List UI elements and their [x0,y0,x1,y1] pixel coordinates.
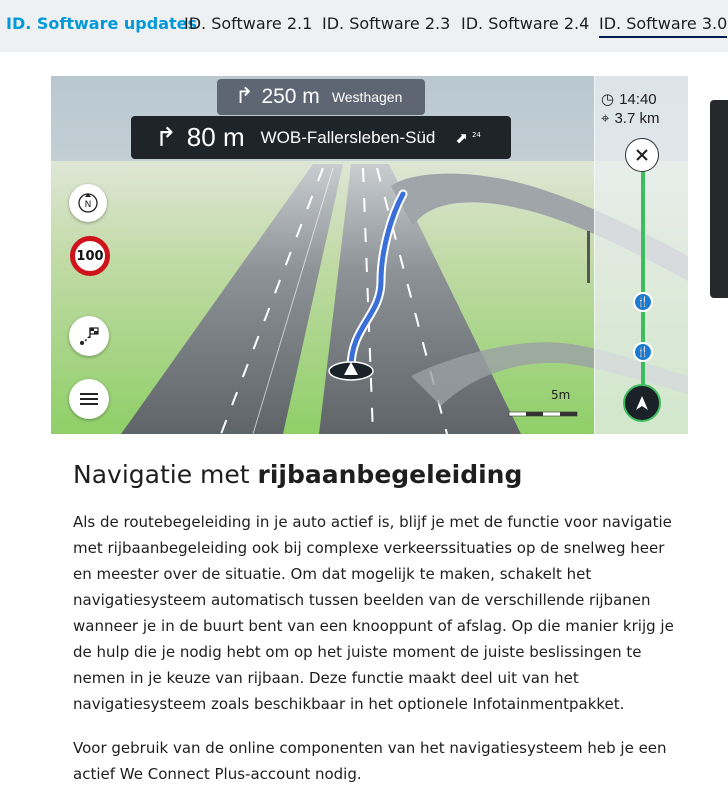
highway-exit-icon: ⬈ [455,128,468,147]
heading-light-part: Navigatie met [73,460,258,489]
turn-right-arrow-icon: ↱ [235,84,254,109]
tab-software-2-1[interactable]: ID. Software 2.1 [184,14,313,33]
tab-software-2-3[interactable]: ID. Software 2.3 [322,14,451,33]
near-maneuver-street: WOB-Fallersleben-Süd [260,127,436,147]
remaining-distance-value: 3.7 km [614,110,660,127]
heading-bold-part: rijbaanbegeleiding [257,460,523,489]
cancel-route-button[interactable] [625,138,659,172]
menu-button[interactable] [69,379,109,419]
arrival-time-value: 14:40 [619,90,657,108]
arrival-time [601,90,657,108]
tab-software-3-0[interactable]: ID. Software 3.0 [599,14,728,33]
restaurant-poi-icon[interactable]: 🍴 [633,342,653,362]
near-maneuver-sign [131,116,511,159]
svg-text:N: N [84,200,92,210]
section-heading [73,460,522,489]
remaining-distance [601,110,659,127]
tab-bar [0,0,728,52]
speed-limit-sign: 100 [70,236,110,276]
map-scale-label: 5m [551,388,571,402]
body-paragraph: Voor gebruik van de online componenten van het navigatiesysteem heb je een actief We Connect Plus-account nodig. [73,739,667,783]
current-position-button[interactable] [623,384,661,422]
clock-icon: ◷ [601,91,615,108]
next-slide-preview[interactable] [710,100,728,298]
distance-target-icon: ⌖ [601,110,610,127]
route-panel [594,76,688,434]
compass-icon [77,192,99,214]
route-flag-icon [78,325,100,347]
hamburger-menu-icon [79,391,99,407]
route-destination-button[interactable] [69,316,109,356]
tab-software-2-4[interactable]: ID. Software 2.4 [461,14,590,33]
bear-right-arrow-icon: ↱ [155,122,177,153]
tab-software-updates[interactable]: ID. Software updates [6,14,198,33]
navigation-screen [51,76,688,434]
far-maneuver-street: Westhagen [331,89,403,105]
compass-north-button[interactable] [69,184,107,222]
exit-number: 24 [471,130,481,139]
near-maneuver-distance: 80 m [186,122,245,152]
body-paragraph: Als de routebegeleiding in je auto actief is, blijf je met de functie voor navigatie met rijbaanbegeleiding ook bij complexe verkeerssituaties op de snelweg heer en meester over de situatie. Om dat mogelijk te maken, schakelt het navigatiesysteem automatisch tussen beelden van de verschillende rijbanen wanneer je in de buurt bent van een knooppunt of afslag. Op die manier krijg je de hulp die je nodig hebt om op het juiste moment de juiste beslissingen te nemen in je keuze van rijbaan. Deze functie maakt deel uit van het navigatiesysteem zoals beschikbaar in het optionele Infotainmentpakket. [73,513,674,713]
restaurant-poi-icon[interactable]: 🍴 [633,292,653,312]
close-icon [634,147,650,163]
far-maneuver-sign [217,79,425,115]
far-maneuver-distance: 250 m [261,85,320,108]
navigation-arrow-icon [633,394,651,412]
